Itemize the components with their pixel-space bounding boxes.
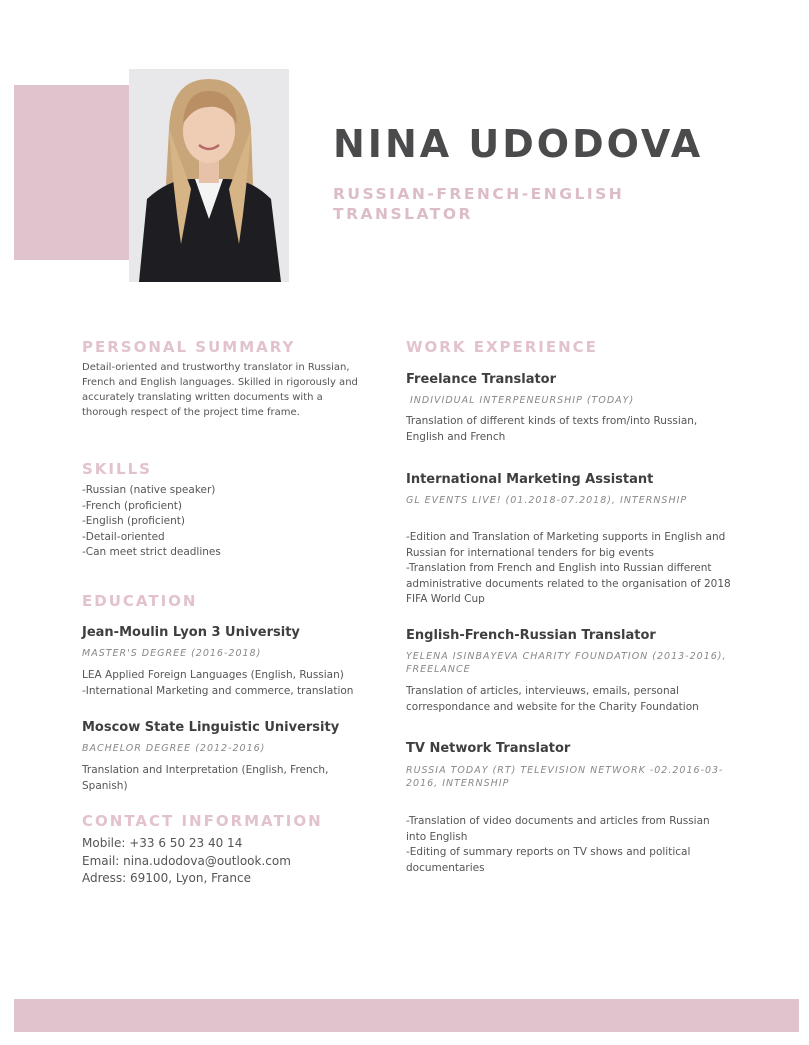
skill-item: -Can meet strict deadlines xyxy=(82,546,221,558)
education-degree: BACHELOR DEGREE (2012-2016) xyxy=(82,743,266,754)
job-description: Translation of different kinds of texts from/into Russian, English and French xyxy=(406,415,698,443)
education-detail-line: LEA Applied Foreign Languages (English, Russian) xyxy=(82,669,344,681)
education-detail-line: -International Marketing and commerce, translation xyxy=(82,684,354,697)
job-meta: INDIVIDUAL INTERPENEURSHIP (TODAY) xyxy=(410,395,635,406)
candidate-title: RUSSIAN-FRENCH-ENGLISH TRANSLATOR xyxy=(333,185,625,223)
personal-summary-text: Detail-oriented and trustworthy translator in Russian, French and English languages. Skilled in rigorously and accurately translating written documents with a thorough respect of the project time frame. xyxy=(82,362,358,418)
skills-list xyxy=(82,483,367,561)
education-school: Jean-Moulin Lyon 3 University xyxy=(82,625,300,640)
job-title: English-French-Russian Translator xyxy=(406,628,656,643)
skill-item: -English (proficient) xyxy=(82,515,185,527)
contact-heading: CONTACT INFORMATION xyxy=(82,812,323,830)
contact-mobile: Mobile: +33 6 50 23 40 14 xyxy=(82,836,243,850)
job-meta: YELENA ISINBAYEVA CHARITY FOUNDATION (2013-2016), FREELANCE xyxy=(406,651,727,675)
decorative-pink-block xyxy=(14,85,132,260)
job-title: International Marketing Assistant xyxy=(406,472,654,487)
contact-address: Adress: 69100, Lyon, France xyxy=(82,871,251,885)
job-title: Freelance Translator xyxy=(406,372,557,387)
skill-item: -French (proficient) xyxy=(82,499,182,512)
job-meta: GL EVENTS LIVE! (01.2018-07.2018), INTERNSHIP xyxy=(406,495,688,506)
candidate-name: NINA UDODOVA xyxy=(333,122,704,166)
job-description: -Edition and Translation of Marketing supports in English and Russian for international tenders for big events -Translation from French and English into Russian different administrative documents related to the organisation of 2018 FIFA World Cup xyxy=(406,531,731,605)
skills-heading: SKILLS xyxy=(82,460,152,478)
job-description: -Translation of video documents and articles from Russian into English -Editing of summary reports on TV shows and political documentaries xyxy=(406,815,710,874)
skill-item: -Detail-oriented xyxy=(82,530,165,543)
personal-summary-heading: PERSONAL SUMMARY xyxy=(82,338,296,356)
education-school: Moscow State Linguistic University xyxy=(82,720,340,735)
education-details xyxy=(82,763,377,794)
contact-list xyxy=(82,835,372,888)
footer-bar xyxy=(14,999,799,1032)
job-title: TV Network Translator xyxy=(406,741,571,756)
skill-item: -Russian (native speaker) xyxy=(82,484,216,496)
job-meta: RUSSIA TODAY (RT) TELEVISION NETWORK -02.2016-03-2016, INTERNSHIP xyxy=(406,765,724,789)
work-experience-heading: WORK EXPERIENCE xyxy=(406,338,598,356)
education-degree: MASTER'S DEGREE (2016-2018) xyxy=(82,648,262,659)
job-description: Translation of articles, intervieuws, emails, personal correspondance and website for the Charity Foundation xyxy=(406,685,699,713)
profile-photo xyxy=(129,69,289,282)
education-heading: EDUCATION xyxy=(82,592,198,610)
education-detail-line: Translation and Interpretation (English, French, Spanish) xyxy=(82,764,329,792)
education-details xyxy=(82,668,372,699)
contact-email: Email: nina.udodova@outlook.com xyxy=(82,853,291,868)
